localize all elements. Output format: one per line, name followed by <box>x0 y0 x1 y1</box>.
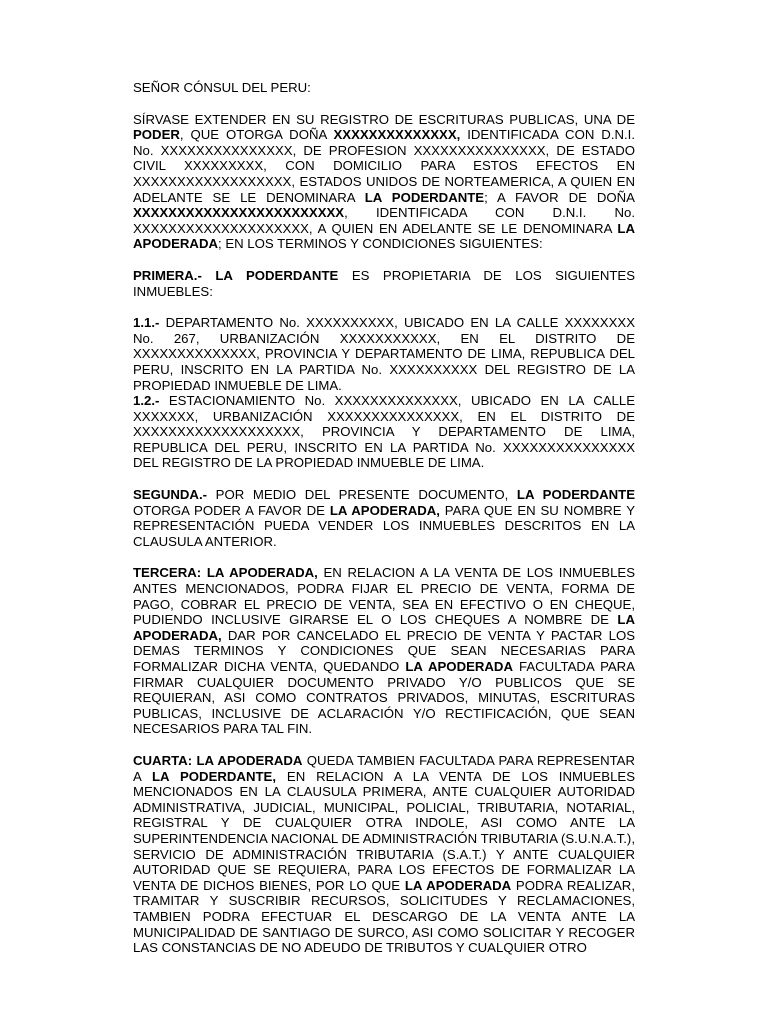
clause-bold: LA APODERADA <box>404 877 512 893</box>
item-number: 1.1.- <box>133 315 160 331</box>
clause-text: QUEDA TAMBIEN FACULTADA PARA REPRESENTAR A <box>133 752 635 784</box>
greeting: SEÑOR CÓNSUL DEL PERU: <box>133 80 311 95</box>
intro-text: SÍRVASE EXTENDER EN SU REGISTRO DE ESCRITURAS PUBLICAS, UNA DE <box>133 111 635 127</box>
intro-text: ; A FAVOR DE DOÑA <box>484 189 635 205</box>
clause-text: FACULTADA PARA FIRMAR CUALQUIER DOCUMENTO PRIVADO Y/O PUBLICOS QUE SE REQUIERAN, ASI COMO CONTRATOS PRIVADOS, MINUTAS, ESCRITURAS PUBLICAS, INCLUSIVE DE ACLARACIÓN Y/O RECTIFICACIÓN, QUE SEAN NECESARIOS PARA TAL FIN. <box>133 659 635 737</box>
intro-bold: XXXXXXXXXXXXXX, <box>333 127 461 143</box>
clause-bold: LA PODERDANTE <box>516 487 635 503</box>
intro-paragraph <box>133 112 635 252</box>
item-number: 1.2.- <box>133 393 160 409</box>
document-page <box>133 80 635 972</box>
clause-text: DAR POR CANCELADO EL PRECIO DE VENTA Y PACTAR LOS DEMAS TERMINOS Y CONDICIONES QUE SEAN NECESARIAS PARA FORMALIZAR DICHA VENTA, QUEDANDO <box>133 627 635 674</box>
clause-text: PODRA REALIZAR, TRAMITAR Y SUSCRIBIR RECURSOS, SOLICITUDES Y RECLAMACIONES, TAMBIEN PODRA EFECTUAR EL DESCARGO DE LA VENTA ANTE LA MUNICIPALIDAD DE SANTIAGO DE SURCO, ASI COMO SOLICITAR Y RECOGER LAS CONSTANCIAS DE NO ADEUDO DE TRIBUTOS Y CUALQUIER OTRO <box>133 877 635 956</box>
intro-bold: XXXXXXXXXXXXXXXXXXXXXXXX <box>133 205 345 221</box>
clause-heading: CUARTA: LA APODERADA <box>133 752 303 768</box>
clause-bold: LA APODERADA, <box>329 502 440 518</box>
clause-text: ES PROPIETARIA DE LOS SIGUIENTES INMUEBLES: <box>133 267 636 299</box>
intro-bold: LA PODERDANTE <box>364 189 485 205</box>
clause-bold: LA APODERADA <box>405 659 513 674</box>
item-text: ESTACIONAMIENTO No. XXXXXXXXXXXXXX, UBICADO EN LA CALLE XXXXXXX, URBANIZACIÓN XXXXXXXXXXXXXXX, EN EL DISTRITO DE XXXXXXXXXXXXXXXXXXX, PROVINCIA Y DEPARTAMENTO DE LIMA, REPUBLICA DEL PERU, INSCRITO EN LA PARTIDA No. XXXXXXXXXXXXXXX DEL REGISTRO DE LA PROPIEDAD INMUEBLE DE LIMA. <box>133 393 635 471</box>
intro-text: IDENTIFICADA CON D.N.I. No. XXXXXXXXXXXXXXX, DE PROFESION XXXXXXXXXXXXXXX, DE ESTADO CIVIL XXXXXXXXX, CON DOMICILIO PARA ESTOS EFECTOS EN XXXXXXXXXXXXXXXXXX, ESTADOS UNIDOS DE NORTEAMERICA, A QUIEN EN ADELANTE SE LE DENOMINARA <box>133 127 635 205</box>
intro-text: , QUE OTORGA DOÑA <box>179 127 334 143</box>
clause-text: EN RELACION A LA VENTA DE LOS INMUEBLES ANTES MENCIONADOS, PODRA FIJAR EL PRECIO DE VENTA, FORMA DE PAGO, COBRAR EL PRECIO DE VENTA, SEA EN EFECTIVO O EN CHEQUE, PUDIENDO INCLUSIVE GIRARSE EL O LOS CHEQUES A NOMBRE DE <box>133 565 635 628</box>
intro-bold: LA APODERADA <box>133 220 635 252</box>
item-1-2 <box>133 393 635 471</box>
intro-bold: PODER <box>133 127 180 143</box>
item-1-1 <box>133 315 635 393</box>
intro-text: , IDENTIFICADA CON D.N.I. No. XXXXXXXXXXXXXXXXXXXX, A QUIEN EN ADELANTE SE LE DENOMINARA <box>133 205 635 236</box>
item-text: DEPARTAMENTO No. XXXXXXXXXX, UBICADO EN LA CALLE XXXXXXXX No. 267, URBANIZACIÓN XXXXXXXXXXX, EN EL DISTRITO DE XXXXXXXXXXXXXX, PROVINCIA Y DEPARTAMENTO DE LIMA, REPUBLICA DEL PERU, INSCRITO EN LA PARTIDA No. XXXXXXXXXX DEL REGISTRO DE LA PROPIEDAD INMUEBLE DE LIMA. <box>133 315 635 393</box>
clause-text: OTORGA PODER A FAVOR DE <box>133 502 330 518</box>
clause-heading: TERCERA: LA APODERADA, <box>133 565 318 581</box>
clause-segunda <box>133 487 635 549</box>
clause-primera <box>133 268 635 299</box>
intro-text: ; EN LOS TERMINOS Y CONDICIONES SIGUIENTES: <box>218 236 543 252</box>
clause-heading: PRIMERA.- LA PODERDANTE <box>133 267 339 283</box>
clause-heading: SEGUNDA.- <box>133 487 207 503</box>
clause-cuarta <box>133 753 635 956</box>
clause-bold: LA PODERDANTE, <box>152 768 276 784</box>
clause-text: POR MEDIO DEL PRESENTE DOCUMENTO, <box>207 487 517 503</box>
clause-text: EN RELACION A LA VENTA DE LOS INMUEBLES MENCIONADOS EN LA CLAUSULA PRIMERA, ANTE CUALQUIER AUTORIDAD ADMINISTRATIVA, JUDICIAL, MUNICIPAL, POLICIAL, TRIBUTARIA, NOTARIAL, REGISTRAL Y DE CUALQUIER OTRA INDOLE, ASI COMO ANTE LA SUPERINTENDENCIA NACIONAL DE ADMINISTRACIÓN TRIBUTARIA (S.U.N.A.T.), SERVICIO DE ADMINISTRACIÓN TRIBUTARIA (S.A.T.) Y ANTE CUALQUIER AUTORIDAD QUE SE REQUIERA, PARA LOS EFECTOS DE FORMALIZAR LA VENTA DE DICHOS BIENES, POR LO QUE <box>133 768 635 893</box>
clause-bold: LA APODERADA, <box>133 612 635 643</box>
clause-text: PARA QUE EN SU NOMBRE Y REPRESENTACIÓN PUEDA VENDER LOS INMUEBLES DESCRITOS EN LA CLAUSULA ANTERIOR. <box>133 502 636 549</box>
clause-tercera <box>133 565 635 737</box>
